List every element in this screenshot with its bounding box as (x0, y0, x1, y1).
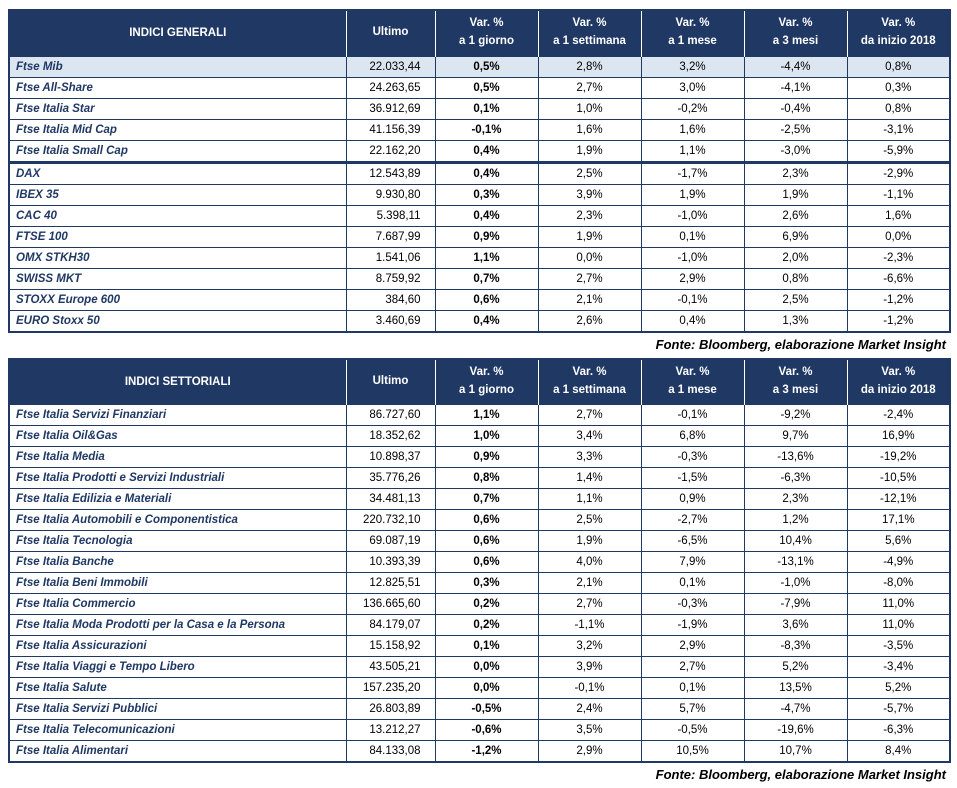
var-pct-cell: 0,3% (847, 77, 950, 98)
last-value-cell: 8.759,92 (346, 268, 435, 289)
indici-generali-table (8, 9, 951, 333)
index-name-cell: Ftse Italia Alimentari (9, 741, 346, 763)
var-pct-cell: 0,2% (435, 594, 538, 615)
table-row (9, 289, 950, 310)
index-name-cell: Ftse Italia Oil&Gas (9, 426, 346, 447)
var-pct-cell: 0,6% (435, 510, 538, 531)
table-row (9, 510, 950, 531)
last-value-cell: 13.212,27 (346, 720, 435, 741)
var-pct-cell: -3,5% (847, 636, 950, 657)
last-value-cell: 7.687,99 (346, 226, 435, 247)
var-pct-cell: -0,4% (744, 98, 847, 119)
table-row (9, 552, 950, 573)
var-pct-cell: -0,1% (641, 289, 744, 310)
index-name-cell: Ftse Italia Tecnologia (9, 531, 346, 552)
var-pct-cell: 6,8% (641, 426, 744, 447)
column-header-line1: Var. % (852, 364, 946, 382)
var-pct-cell: 10,5% (641, 741, 744, 763)
var-pct-cell: 0,1% (435, 636, 538, 657)
table-row (9, 468, 950, 489)
column-header-line1: Var. % (440, 364, 534, 382)
table-row (9, 98, 950, 119)
var-pct-cell: 0,4% (435, 162, 538, 184)
var-pct-cell: 2,7% (641, 657, 744, 678)
table-row (9, 447, 950, 468)
var-pct-cell: 0,8% (847, 56, 950, 77)
var-pct-cell: 1,9% (538, 140, 641, 162)
var-pct-cell: 2,4% (538, 699, 641, 720)
var-pct-cell: 0,5% (435, 77, 538, 98)
var-pct-cell: -6,6% (847, 268, 950, 289)
last-value-cell: 22.033,44 (346, 56, 435, 77)
var-pct-cell: 11,0% (847, 615, 950, 636)
table-title: INDICI SETTORIALI (9, 359, 346, 405)
var-pct-cell: 10,7% (744, 741, 847, 763)
var-pct-cell: -13,6% (744, 447, 847, 468)
var-pct-cell: 0,9% (435, 226, 538, 247)
var-pct-cell: 1,1% (641, 140, 744, 162)
var-pct-cell: 3,2% (641, 56, 744, 77)
var-pct-cell: 0,1% (641, 678, 744, 699)
column-header (346, 359, 435, 405)
column-header-line1: Var. % (749, 15, 843, 33)
last-value-cell: 157.235,20 (346, 678, 435, 699)
var-pct-cell: 0,0% (435, 657, 538, 678)
var-pct-cell: -1,1% (538, 615, 641, 636)
index-name-cell: EURO Stoxx 50 (9, 310, 346, 332)
var-pct-cell: 1,4% (538, 468, 641, 489)
var-pct-cell: 2,7% (538, 77, 641, 98)
var-pct-cell: 2,0% (744, 247, 847, 268)
column-header-line2: da inizio 2018 (852, 382, 946, 400)
last-value-cell: 35.776,26 (346, 468, 435, 489)
var-pct-cell: 2,5% (744, 289, 847, 310)
last-value-cell: 26.803,89 (346, 699, 435, 720)
var-pct-cell: -8,3% (744, 636, 847, 657)
last-value-cell: 41.156,39 (346, 119, 435, 140)
index-name-cell: OMX STKH30 (9, 247, 346, 268)
index-name-cell: Ftse Italia Salute (9, 678, 346, 699)
var-pct-cell: 2,3% (744, 489, 847, 510)
var-pct-cell: 10,4% (744, 531, 847, 552)
indici-settoriali-table (8, 358, 951, 764)
index-name-cell: Ftse Italia Servizi Finanziari (9, 405, 346, 426)
column-header-line1: Var. % (749, 364, 843, 382)
column-header-line2: a 3 mesi (749, 382, 843, 400)
table-row (9, 310, 950, 332)
var-pct-cell: -1,2% (847, 310, 950, 332)
var-pct-cell: 0,9% (641, 489, 744, 510)
var-pct-cell: 8,4% (847, 741, 950, 763)
var-pct-cell: 0,8% (435, 468, 538, 489)
table-row (9, 247, 950, 268)
table-row (9, 699, 950, 720)
table-row (9, 184, 950, 205)
last-value-cell: 43.505,21 (346, 657, 435, 678)
column-header-line2: a 1 mese (646, 382, 740, 400)
table-row (9, 531, 950, 552)
var-pct-cell: -2,5% (744, 119, 847, 140)
last-value-cell: 384,60 (346, 289, 435, 310)
var-pct-cell: 3,9% (538, 657, 641, 678)
column-header-line2: a 1 mese (646, 33, 740, 51)
var-pct-cell: 2,8% (538, 56, 641, 77)
var-pct-cell: 0,3% (435, 184, 538, 205)
table-row (9, 405, 950, 426)
table-title: INDICI GENERALI (9, 10, 346, 56)
table-row (9, 636, 950, 657)
column-header (538, 359, 641, 405)
var-pct-cell: 5,2% (847, 678, 950, 699)
column-header-line1: Var. % (440, 15, 534, 33)
var-pct-cell: 0,7% (435, 489, 538, 510)
table-row (9, 205, 950, 226)
var-pct-cell: -4,1% (744, 77, 847, 98)
index-name-cell: Ftse Italia Mid Cap (9, 119, 346, 140)
index-name-cell: STOXX Europe 600 (9, 289, 346, 310)
var-pct-cell: 0,4% (435, 310, 538, 332)
var-pct-cell: 3,6% (744, 615, 847, 636)
var-pct-cell: 1,9% (744, 184, 847, 205)
var-pct-cell: -2,3% (847, 247, 950, 268)
index-name-cell: Ftse Italia Servizi Pubblici (9, 699, 346, 720)
column-header-line2: da inizio 2018 (852, 33, 946, 51)
column-header-line2: a 1 settimana (543, 33, 637, 51)
column-header-line2: a 1 settimana (543, 382, 637, 400)
source-note: Fonte: Bloomberg, elaborazione Market Insight (8, 763, 949, 788)
column-header (346, 10, 435, 56)
table-row (9, 426, 950, 447)
var-pct-cell: -0,3% (641, 594, 744, 615)
var-pct-cell: 11,0% (847, 594, 950, 615)
var-pct-cell: 0,6% (435, 552, 538, 573)
last-value-cell: 84.179,07 (346, 615, 435, 636)
var-pct-cell: 3,4% (538, 426, 641, 447)
var-pct-cell: 0,0% (435, 678, 538, 699)
last-value-cell: 10.898,37 (346, 447, 435, 468)
var-pct-cell: 0,4% (435, 205, 538, 226)
column-header (641, 10, 744, 56)
var-pct-cell: -1,0% (641, 247, 744, 268)
table-row (9, 268, 950, 289)
source-note: Fonte: Bloomberg, elaborazione Market Insight (8, 333, 949, 358)
index-name-cell: Ftse Italia Assicurazioni (9, 636, 346, 657)
table-row (9, 573, 950, 594)
var-pct-cell: -6,3% (847, 720, 950, 741)
var-pct-cell: 0,6% (435, 531, 538, 552)
var-pct-cell: 0,8% (847, 98, 950, 119)
column-header-line1: Ultimo (351, 24, 431, 42)
column-header (538, 10, 641, 56)
index-name-cell: CAC 40 (9, 205, 346, 226)
var-pct-cell: 0,1% (641, 573, 744, 594)
var-pct-cell: -1,1% (847, 184, 950, 205)
column-header-line1: Var. % (646, 364, 740, 382)
table-row (9, 720, 950, 741)
var-pct-cell: 0,0% (847, 226, 950, 247)
var-pct-cell: -1,5% (641, 468, 744, 489)
var-pct-cell: -1,9% (641, 615, 744, 636)
column-header-line2: a 3 mesi (749, 33, 843, 51)
var-pct-cell: -2,9% (847, 162, 950, 184)
var-pct-cell: 2,1% (538, 573, 641, 594)
column-header (847, 10, 950, 56)
var-pct-cell: 0,5% (435, 56, 538, 77)
column-header-line2: a 1 giorno (440, 33, 534, 51)
var-pct-cell: -5,9% (847, 140, 950, 162)
index-name-cell: Ftse Mib (9, 56, 346, 77)
var-pct-cell: -0,1% (538, 678, 641, 699)
last-value-cell: 5.398,11 (346, 205, 435, 226)
var-pct-cell: 1,6% (847, 205, 950, 226)
var-pct-cell: 1,1% (538, 489, 641, 510)
var-pct-cell: -0,1% (435, 119, 538, 140)
column-header-line1: Var. % (852, 15, 946, 33)
last-value-cell: 3.460,69 (346, 310, 435, 332)
column-header (641, 359, 744, 405)
indici-settoriali-section (8, 358, 949, 788)
index-name-cell: Ftse Italia Beni Immobili (9, 573, 346, 594)
var-pct-cell: -19,2% (847, 447, 950, 468)
var-pct-cell: 13,5% (744, 678, 847, 699)
var-pct-cell: -3,0% (744, 140, 847, 162)
var-pct-cell: -1,2% (847, 289, 950, 310)
index-name-cell: Ftse Italia Edilizia e Materiali (9, 489, 346, 510)
var-pct-cell: 2,7% (538, 268, 641, 289)
var-pct-cell: -0,3% (641, 447, 744, 468)
var-pct-cell: 0,4% (435, 140, 538, 162)
last-value-cell: 69.087,19 (346, 531, 435, 552)
table-row (9, 140, 950, 162)
var-pct-cell: 0,1% (435, 98, 538, 119)
var-pct-cell: 2,6% (538, 310, 641, 332)
header-row (9, 10, 950, 56)
var-pct-cell: 2,6% (744, 205, 847, 226)
column-header (435, 359, 538, 405)
last-value-cell: 15.158,92 (346, 636, 435, 657)
var-pct-cell: 0,0% (538, 247, 641, 268)
var-pct-cell: 0,4% (641, 310, 744, 332)
header-row (9, 359, 950, 405)
index-name-cell: Ftse Italia Small Cap (9, 140, 346, 162)
var-pct-cell: 0,8% (744, 268, 847, 289)
var-pct-cell: 2,7% (538, 594, 641, 615)
var-pct-cell: 2,5% (538, 510, 641, 531)
column-header-line1: Ultimo (351, 373, 431, 391)
last-value-cell: 12.543,89 (346, 162, 435, 184)
index-name-cell: Ftse Italia Telecomunicazioni (9, 720, 346, 741)
index-name-cell: SWISS MKT (9, 268, 346, 289)
var-pct-cell: 3,3% (538, 447, 641, 468)
var-pct-cell: -3,4% (847, 657, 950, 678)
var-pct-cell: 3,9% (538, 184, 641, 205)
table-row (9, 162, 950, 184)
var-pct-cell: -0,1% (641, 405, 744, 426)
index-name-cell: Ftse Italia Star (9, 98, 346, 119)
column-header-line1: Var. % (543, 364, 637, 382)
var-pct-cell: -10,5% (847, 468, 950, 489)
column-header-line2: a 1 giorno (440, 382, 534, 400)
var-pct-cell: 5,7% (641, 699, 744, 720)
table-row (9, 741, 950, 763)
var-pct-cell: 2,5% (538, 162, 641, 184)
var-pct-cell: -1,2% (435, 741, 538, 763)
last-value-cell: 136.665,60 (346, 594, 435, 615)
var-pct-cell: -3,1% (847, 119, 950, 140)
var-pct-cell: 0,6% (435, 289, 538, 310)
var-pct-cell: -6,5% (641, 531, 744, 552)
last-value-cell: 1.541,06 (346, 247, 435, 268)
var-pct-cell: 1,9% (641, 184, 744, 205)
table-row (9, 594, 950, 615)
index-name-cell: Ftse Italia Prodotti e Servizi Industriali (9, 468, 346, 489)
var-pct-cell: -7,9% (744, 594, 847, 615)
var-pct-cell: -8,0% (847, 573, 950, 594)
var-pct-cell: 3,2% (538, 636, 641, 657)
var-pct-cell: -0,2% (641, 98, 744, 119)
table-row (9, 77, 950, 98)
index-name-cell: Ftse Italia Banche (9, 552, 346, 573)
index-name-cell: Ftse Italia Moda Prodotti per la Casa e la Persona (9, 615, 346, 636)
column-header (435, 10, 538, 56)
var-pct-cell: 1,9% (538, 531, 641, 552)
var-pct-cell: 7,9% (641, 552, 744, 573)
var-pct-cell: 17,1% (847, 510, 950, 531)
var-pct-cell: -6,3% (744, 468, 847, 489)
var-pct-cell: -1,0% (641, 205, 744, 226)
var-pct-cell: -9,2% (744, 405, 847, 426)
var-pct-cell: 0,1% (641, 226, 744, 247)
column-header (847, 359, 950, 405)
var-pct-cell: 5,6% (847, 531, 950, 552)
last-value-cell: 18.352,62 (346, 426, 435, 447)
var-pct-cell: 2,3% (538, 205, 641, 226)
column-header-line1: Var. % (543, 15, 637, 33)
table-row (9, 226, 950, 247)
var-pct-cell: 2,9% (641, 636, 744, 657)
var-pct-cell: 0,3% (435, 573, 538, 594)
last-value-cell: 84.133,08 (346, 741, 435, 763)
var-pct-cell: 1,1% (435, 247, 538, 268)
index-name-cell: Ftse Italia Commercio (9, 594, 346, 615)
column-header (744, 359, 847, 405)
last-value-cell: 10.393,39 (346, 552, 435, 573)
indici-generali-section (8, 9, 949, 358)
table-row (9, 678, 950, 699)
var-pct-cell: 3,5% (538, 720, 641, 741)
last-value-cell: 9.930,80 (346, 184, 435, 205)
var-pct-cell: 0,2% (435, 615, 538, 636)
column-header (744, 10, 847, 56)
column-header-line1: Var. % (646, 15, 740, 33)
var-pct-cell: 2,1% (538, 289, 641, 310)
table-row (9, 615, 950, 636)
table-row (9, 56, 950, 77)
var-pct-cell: -0,5% (435, 699, 538, 720)
var-pct-cell: 1,6% (538, 119, 641, 140)
var-pct-cell: 0,7% (435, 268, 538, 289)
var-pct-cell: -4,7% (744, 699, 847, 720)
var-pct-cell: 6,9% (744, 226, 847, 247)
var-pct-cell: -2,7% (641, 510, 744, 531)
var-pct-cell: 9,7% (744, 426, 847, 447)
var-pct-cell: -5,7% (847, 699, 950, 720)
var-pct-cell: -1,0% (744, 573, 847, 594)
var-pct-cell: 1,6% (641, 119, 744, 140)
table-row (9, 119, 950, 140)
var-pct-cell: -1,7% (641, 162, 744, 184)
last-value-cell: 34.481,13 (346, 489, 435, 510)
var-pct-cell: -0,5% (641, 720, 744, 741)
last-value-cell: 86.727,60 (346, 405, 435, 426)
var-pct-cell: -12,1% (847, 489, 950, 510)
var-pct-cell: -0,6% (435, 720, 538, 741)
index-name-cell: Ftse Italia Viaggi e Tempo Libero (9, 657, 346, 678)
index-name-cell: DAX (9, 162, 346, 184)
last-value-cell: 220.732,10 (346, 510, 435, 531)
var-pct-cell: -4,9% (847, 552, 950, 573)
var-pct-cell: 0,9% (435, 447, 538, 468)
var-pct-cell: 2,9% (641, 268, 744, 289)
var-pct-cell: 1,0% (435, 426, 538, 447)
var-pct-cell: 2,3% (744, 162, 847, 184)
last-value-cell: 36.912,69 (346, 98, 435, 119)
index-name-cell: Ftse All-Share (9, 77, 346, 98)
var-pct-cell: 4,0% (538, 552, 641, 573)
last-value-cell: 22.162,20 (346, 140, 435, 162)
index-name-cell: Ftse Italia Media (9, 447, 346, 468)
var-pct-cell: -2,4% (847, 405, 950, 426)
var-pct-cell: -19,6% (744, 720, 847, 741)
var-pct-cell: 3,0% (641, 77, 744, 98)
index-name-cell: FTSE 100 (9, 226, 346, 247)
var-pct-cell: 5,2% (744, 657, 847, 678)
last-value-cell: 24.263,65 (346, 77, 435, 98)
var-pct-cell: -4,4% (744, 56, 847, 77)
var-pct-cell: 1,0% (538, 98, 641, 119)
index-name-cell: Ftse Italia Automobili e Componentistica (9, 510, 346, 531)
var-pct-cell: 1,9% (538, 226, 641, 247)
var-pct-cell: 16,9% (847, 426, 950, 447)
var-pct-cell: 1,1% (435, 405, 538, 426)
var-pct-cell: 2,7% (538, 405, 641, 426)
table-row (9, 657, 950, 678)
var-pct-cell: -13,1% (744, 552, 847, 573)
var-pct-cell: 1,3% (744, 310, 847, 332)
index-name-cell: IBEX 35 (9, 184, 346, 205)
var-pct-cell: 2,9% (538, 741, 641, 763)
last-value-cell: 12.825,51 (346, 573, 435, 594)
table-row (9, 489, 950, 510)
var-pct-cell: 1,2% (744, 510, 847, 531)
